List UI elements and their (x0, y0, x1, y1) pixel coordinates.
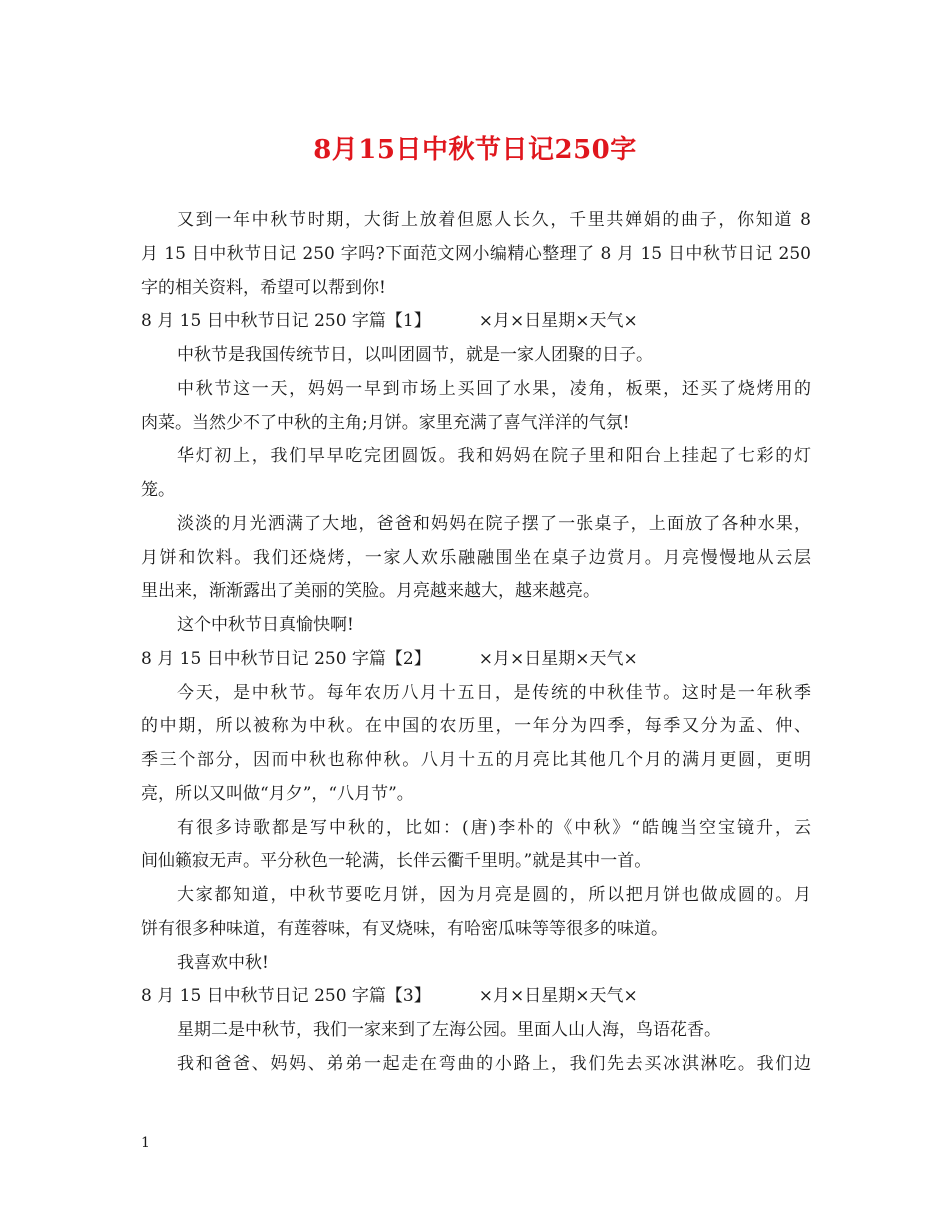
section-date-line: ×月×日星期×天气× (478, 648, 638, 669)
paragraph-line: 有很多诗歌都是写中秋的，比如：(唐)李朴的《中秋》“皓魄当空宝镜升，云 (177, 817, 811, 838)
paragraph-line: 大家都知道，中秋节要吃月饼，因为月亮是圆的，所以把月饼也做成圆的。月 (177, 885, 811, 905)
document-body (141, 204, 811, 1082)
paragraph-line: 我喜欢中秋! (177, 952, 269, 973)
document-title: 8月15日中秋节日记250字 (313, 135, 637, 165)
paragraph-line: 中秋节这一天，妈妈一早到市场上买回了水果，凌角，板栗，还买了烧烤用的 (177, 378, 811, 399)
paragraph-line: 亮，所以又叫做“月夕”，“八月节”。 (141, 783, 414, 804)
section-heading-row (141, 643, 811, 677)
section-heading: 8 月 15 日中秋节日记 250 字篇【1】 (141, 311, 431, 332)
paragraph-line: 今天，是中秋节。每年农历八月十五日，是传统的中秋佳节。这时是一年秋季 (177, 682, 811, 703)
section-heading: 8 月 15 日中秋节日记 250 字篇【2】 (141, 648, 431, 669)
section-heading: 8 月 15 日中秋节日记 250 字篇【3】 (141, 986, 431, 1007)
section-heading-row (141, 305, 811, 339)
paragraph-line: 肉菜。当然少不了中秋的主角;月饼。家里充满了喜气洋洋的气氛! (141, 412, 630, 433)
paragraph-line: 我和爸爸、妈妈、弟弟一起走在弯曲的小路上，我们先去买冰淇淋吃。我们边 (177, 1053, 811, 1074)
paragraph-line: 华灯初上，我们早早吃完团圆饭。我和妈妈在院子里和阳台上挂起了七彩的灯 (177, 446, 811, 467)
intro-line: 又到一年中秋节时期，大街上放着但愿人长久，千里共婵娟的曲子，你知道 8 (177, 210, 811, 230)
paragraph-line: 里出来，渐渐露出了美丽的笑脸。月亮越来越大，越来越亮。 (141, 581, 600, 602)
intro-line: 月 15 日中秋节日记 250 字吗?下面范文网小编精心整理了 8 月 15 日中秋节日记 250 (141, 243, 811, 264)
paragraph-line: 的中期，所以被称为中秋。在中国的农历里，一年分为四季，每季又分为孟、仲、 (141, 716, 811, 737)
intro-line: 字的相关资料，希望可以帮到你! (141, 277, 386, 298)
section-heading-row (141, 980, 811, 1014)
paragraph-line: 间仙籁寂无声。平分秋色一轮满，长伴云衢千里明。”就是其中一首。 (141, 851, 652, 872)
paragraph-line: 星期二是中秋节，我们一家来到了左海公园。里面人山人海，鸟语花香。 (177, 1020, 721, 1040)
paragraph-line: 笼。 (141, 480, 175, 500)
paragraph-line: 这个中秋节日真愉快啊! (177, 615, 354, 635)
section-date-line: ×月×日星期×天气× (478, 311, 638, 332)
paragraph-line: 月饼和饮料。我们还烧烤，一家人欢乐融融围坐在桌子边赏月。月亮慢慢地从云层 (141, 547, 811, 568)
paragraph-line: 中秋节是我国传统节日，以叫团圆节，就是一家人团聚的日子。 (177, 345, 653, 365)
paragraph-line: 饼有很多种味道，有莲蓉味，有叉烧味，有哈密瓜味等等很多的味道。 (141, 918, 668, 939)
paragraph-line: 季三个部分，因而中秋也称仲秋。八月十五的月亮比其他几个月的满月更圆，更明 (141, 750, 811, 770)
page-number: 1 (141, 1135, 150, 1151)
paragraph-line: 淡淡的月光洒满了大地，爸爸和妈妈在院子摆了一张桌子，上面放了各种水果， (177, 513, 811, 534)
section-date-line: ×月×日星期×天气× (478, 986, 638, 1007)
